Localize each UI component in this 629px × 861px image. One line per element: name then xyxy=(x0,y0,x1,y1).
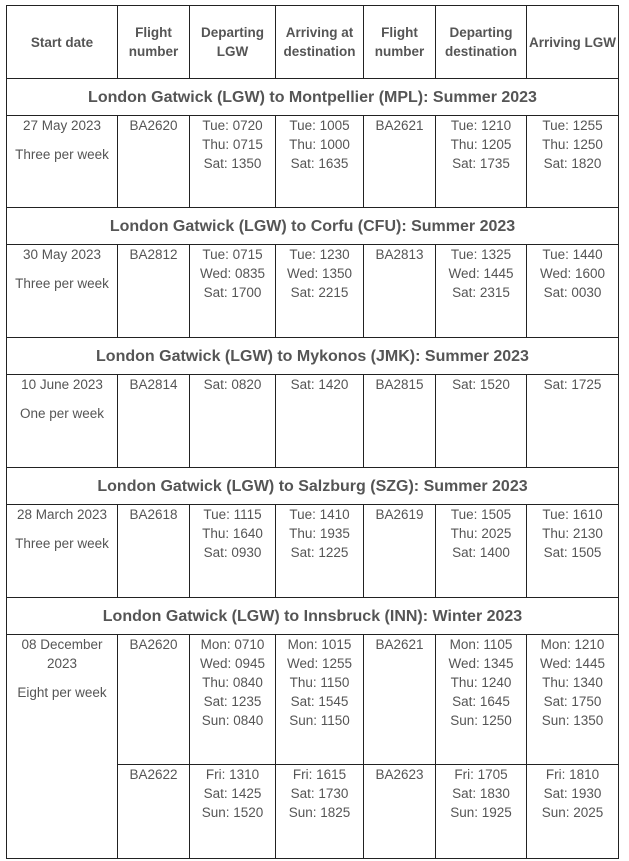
route-title: London Gatwick (LGW) to Salzburg (SZG): Summer 2023 xyxy=(7,468,619,505)
arriving-lgw-times xyxy=(527,635,619,765)
time-entry: Tue: 1115 xyxy=(203,507,262,522)
time-entry: Tue: 0715 xyxy=(202,247,263,262)
start-date-cell xyxy=(7,375,118,468)
outbound-flight-number: BA2622 xyxy=(118,765,190,859)
time-entry: Tue: 1210 xyxy=(450,118,512,133)
departing-lgw-times xyxy=(190,505,276,598)
time-entry: Sat: 1545 xyxy=(290,694,349,709)
time-entry: Thu: 1000 xyxy=(289,137,350,152)
departing-lgw-times xyxy=(190,245,276,338)
departing-lgw-times xyxy=(190,635,276,765)
time-entry: Wed: 0945 xyxy=(199,656,266,671)
frequency: Three per week xyxy=(15,147,109,162)
table-row xyxy=(7,375,619,468)
time-entry: Sat: 1830 xyxy=(452,786,510,801)
time-entry: Sun: 0840 xyxy=(201,713,264,728)
time-entry: Sat: 1235 xyxy=(203,694,262,709)
time-entry: Thu: 1205 xyxy=(450,137,512,152)
time-entry: Wed: 1600 xyxy=(539,266,606,281)
arriving-destination-times xyxy=(276,375,364,468)
time-entry: Wed: 1345 xyxy=(448,656,514,671)
time-entry: Mon: 1015 xyxy=(287,637,352,652)
time-entry: Tue: 1325 xyxy=(450,247,512,262)
time-entry: Sat: 1505 xyxy=(543,545,602,560)
header-departing-destination: Departing destination xyxy=(436,6,527,79)
outbound-flight-number: BA2814 xyxy=(118,375,190,468)
time-entry: Tue: 1610 xyxy=(542,507,603,522)
time-entry: Tue: 1410 xyxy=(289,507,350,522)
arriving-lgw-times xyxy=(527,505,619,598)
time-entry: Fri: 1310 xyxy=(205,767,260,782)
arriving-destination-times xyxy=(276,505,364,598)
time-entry: Mon: 0710 xyxy=(200,637,265,652)
departing-destination-times xyxy=(436,375,527,468)
route-section-row xyxy=(7,338,619,375)
start-date: 30 May 2023 xyxy=(22,247,102,262)
route-title: London Gatwick (LGW) to Innsbruck (INN): Winter 2023 xyxy=(7,598,619,635)
route-section-row xyxy=(7,598,619,635)
arriving-lgw-times xyxy=(527,116,619,208)
time-entry: Sat: 1400 xyxy=(452,545,510,560)
time-entry: Sun: 1925 xyxy=(450,805,512,820)
time-entry: Thu: 0840 xyxy=(202,675,263,690)
time-entry: Sat: 1350 xyxy=(203,156,262,171)
time-entry: Mon: 1210 xyxy=(540,637,605,652)
time-entry: Thu: 0715 xyxy=(202,137,263,152)
departing-destination-times xyxy=(436,765,527,859)
start-date: 10 June 2023 xyxy=(21,377,103,392)
time-entry: Sat: 0930 xyxy=(203,545,262,560)
arriving-destination-times xyxy=(276,765,364,859)
start-date-cell xyxy=(7,635,118,859)
time-entry: Sun: 1825 xyxy=(288,805,351,820)
outbound-flight-number: BA2620 xyxy=(118,116,190,208)
time-entry: Tue: 1005 xyxy=(289,118,350,133)
header-departing-lgw: Departing LGW xyxy=(190,6,276,79)
frequency: One per week xyxy=(19,406,105,421)
schedule-body xyxy=(7,79,619,859)
start-date: 28 March 2023 xyxy=(16,507,108,522)
time-entry: Thu: 1640 xyxy=(202,526,263,541)
arriving-destination-times xyxy=(276,116,364,208)
time-entry: Sat: 1700 xyxy=(203,285,262,300)
return-flight-number: BA2621 xyxy=(364,116,436,208)
time-entry: Sat: 1420 xyxy=(290,377,349,392)
header-row xyxy=(7,6,619,79)
departing-destination-times xyxy=(436,505,527,598)
time-entry: Sun: 2025 xyxy=(541,805,604,820)
time-entry: Thu: 2130 xyxy=(542,526,603,541)
time-entry: Sun: 1520 xyxy=(201,805,264,820)
time-entry: Sat: 1730 xyxy=(290,786,349,801)
flight-schedule-table xyxy=(6,5,619,859)
time-entry: Sat: 1735 xyxy=(452,156,510,171)
time-entry: Sat: 1520 xyxy=(452,377,510,392)
time-entry: Sat: 0820 xyxy=(203,377,262,392)
time-entry: Fri: 1705 xyxy=(454,767,508,782)
time-entry: Wed: 1445 xyxy=(539,656,606,671)
return-flight-number: BA2623 xyxy=(364,765,436,859)
time-entry: Tue: 1230 xyxy=(289,247,350,262)
outbound-flight-number: BA2812 xyxy=(118,245,190,338)
departing-destination-times xyxy=(436,635,527,765)
time-entry: Wed: 0835 xyxy=(199,266,266,281)
frequency: Eight per week xyxy=(17,685,107,700)
time-entry: Sat: 1425 xyxy=(203,786,262,801)
route-section-row xyxy=(7,79,619,116)
start-date-cell xyxy=(7,505,118,598)
start-date-cell xyxy=(7,116,118,208)
table-row xyxy=(7,505,619,598)
table-row xyxy=(7,116,619,208)
time-entry: Thu: 2025 xyxy=(450,526,512,541)
start-date-cell xyxy=(7,245,118,338)
route-title: London Gatwick (LGW) to Corfu (CFU): Summer 2023 xyxy=(7,208,619,245)
time-entry: Sat: 2215 xyxy=(290,285,349,300)
start-date: 08 December 2023 xyxy=(21,637,103,671)
time-entry: Tue: 1440 xyxy=(542,247,603,262)
arriving-destination-times xyxy=(276,245,364,338)
table-row xyxy=(7,245,619,338)
time-entry: Sat: 1820 xyxy=(543,156,602,171)
time-entry: Tue: 1505 xyxy=(450,507,512,522)
route-section-row xyxy=(7,468,619,505)
header-flight-number-return: Flight number xyxy=(364,6,436,79)
route-title: London Gatwick (LGW) to Mykonos (JMK): Summer 2023 xyxy=(7,338,619,375)
header-start-date: Start date xyxy=(7,6,118,79)
route-title: London Gatwick (LGW) to Montpellier (MPL): Summer 2023 xyxy=(7,79,619,116)
time-entry: Sat: 0030 xyxy=(543,285,602,300)
frequency: Three per week xyxy=(15,276,109,291)
time-entry: Thu: 1150 xyxy=(289,675,350,690)
header-arriving-lgw: Arriving LGW xyxy=(527,6,619,79)
time-entry: Fri: 1615 xyxy=(292,767,347,782)
time-entry: Sat: 2315 xyxy=(452,285,510,300)
return-flight-number: BA2619 xyxy=(364,505,436,598)
return-flight-number: BA2815 xyxy=(364,375,436,468)
time-entry: Tue: 0720 xyxy=(202,118,263,133)
arriving-lgw-times xyxy=(527,375,619,468)
time-entry: Sun: 1250 xyxy=(450,713,512,728)
arriving-destination-times xyxy=(276,635,364,765)
time-entry: Sat: 1725 xyxy=(543,377,602,392)
header-arriving-destination: Arriving at destination xyxy=(276,6,364,79)
arriving-lgw-times xyxy=(527,765,619,859)
time-entry: Thu: 1240 xyxy=(450,675,512,690)
departing-destination-times xyxy=(436,245,527,338)
arriving-lgw-times xyxy=(527,245,619,338)
frequency: Three per week xyxy=(15,536,109,551)
departing-lgw-times xyxy=(190,765,276,859)
time-entry: Thu: 1935 xyxy=(289,526,350,541)
time-entry: Thu: 1250 xyxy=(542,137,603,152)
return-flight-number: BA2813 xyxy=(364,245,436,338)
time-entry: Sun: 1350 xyxy=(541,713,604,728)
outbound-flight-number: BA2620 xyxy=(118,635,190,765)
time-entry: Fri: 1810 xyxy=(545,767,600,782)
time-entry: Wed: 1255 xyxy=(286,656,353,671)
time-entry: Sun: 1150 xyxy=(289,713,350,728)
time-entry: Sat: 1750 xyxy=(543,694,602,709)
time-entry: Wed: 1350 xyxy=(286,266,353,281)
header-flight-number-out: Flight number xyxy=(118,6,190,79)
route-section-row xyxy=(7,208,619,245)
start-date: 27 May 2023 xyxy=(22,118,102,133)
outbound-flight-number: BA2618 xyxy=(118,505,190,598)
time-entry: Wed: 1445 xyxy=(448,266,514,281)
time-entry: Thu: 1340 xyxy=(542,675,603,690)
time-entry: Sat: 1635 xyxy=(290,156,349,171)
departing-lgw-times xyxy=(190,116,276,208)
return-flight-number: BA2621 xyxy=(364,635,436,765)
departing-lgw-times xyxy=(190,375,276,468)
time-entry: Sat: 1645 xyxy=(452,694,510,709)
time-entry: Sat: 1930 xyxy=(543,786,602,801)
departing-destination-times xyxy=(436,116,527,208)
time-entry: Sat: 1225 xyxy=(290,545,349,560)
time-entry: Mon: 1105 xyxy=(449,637,513,652)
table-row xyxy=(7,635,619,765)
time-entry: Tue: 1255 xyxy=(542,118,603,133)
